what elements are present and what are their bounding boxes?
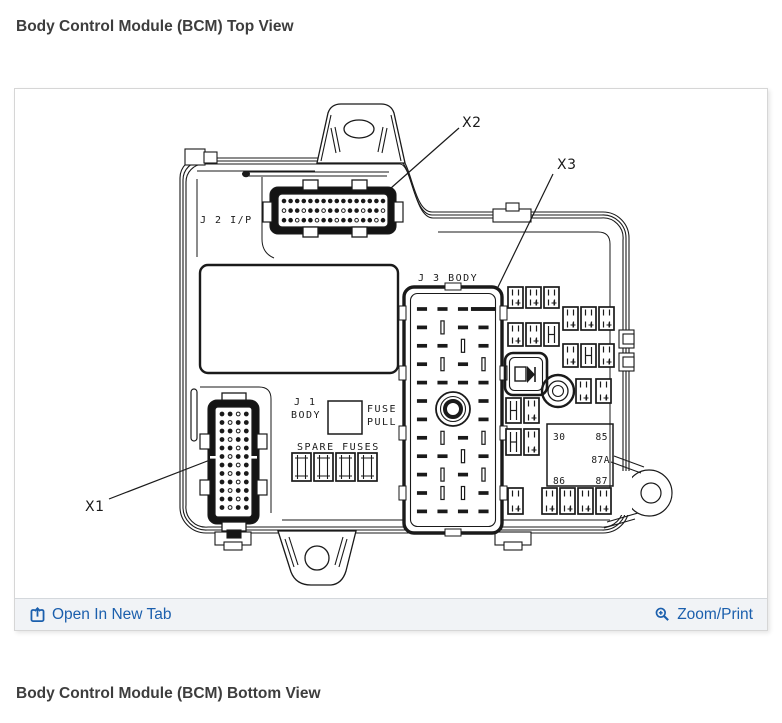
x2-retainer-bar [242, 171, 389, 177]
open-in-new-tab-icon [29, 606, 46, 623]
viewer-footer-bar [15, 598, 767, 630]
label-spare-fuses: SPARE FUSES [297, 442, 380, 453]
x3-leader-line [498, 174, 553, 287]
diode-relay [505, 353, 547, 395]
spare-fuses-group [292, 453, 377, 481]
relay-pin-87: 87 [595, 476, 608, 487]
zoom-print-label: Zoom/Print [677, 605, 753, 623]
diagram-viewer-panel [14, 88, 768, 631]
open-in-new-tab-link[interactable] [29, 606, 171, 624]
relay-pin-30: 30 [553, 432, 566, 443]
fuse-pull-box [328, 401, 362, 434]
label-j1: J 1 [294, 397, 317, 408]
magnifier-plus-icon [654, 606, 671, 623]
page-title-bottom-view: Body Control Module (BCM) Bottom View [16, 685, 321, 702]
page-title-top-view: Body Control Module (BCM) Top View [16, 18, 294, 35]
relay-pin-85: 85 [595, 432, 608, 443]
label-x3: X3 [557, 157, 577, 173]
bottom-mounting-tab [278, 531, 356, 585]
relay-pin-86: 86 [553, 476, 566, 487]
bcm-top-view-diagram [15, 89, 767, 598]
diagram-canvas [15, 89, 767, 598]
x2-connector [263, 180, 403, 237]
x1-leader-line [109, 460, 210, 499]
x1-latch [191, 389, 197, 441]
label-fuse: FUSE [367, 404, 398, 415]
label-j3-body: J 3 BODY [418, 273, 479, 284]
label-j2-ip: J 2 I/P [200, 215, 253, 226]
relay-pin-87a: 87A [591, 455, 610, 466]
label-x2: X2 [462, 115, 482, 131]
open-in-new-tab-label: Open In New Tab [52, 605, 172, 623]
label-pull: PULL [367, 417, 398, 428]
top-mounting-tab [317, 104, 405, 163]
j3-connector [399, 283, 507, 536]
zoom-print-link[interactable] [654, 606, 753, 624]
label-x1: X1 [85, 499, 105, 515]
right-mounting-ear [604, 456, 672, 528]
module-blank-panel [200, 265, 398, 373]
label-j1-body: BODY [291, 410, 322, 421]
